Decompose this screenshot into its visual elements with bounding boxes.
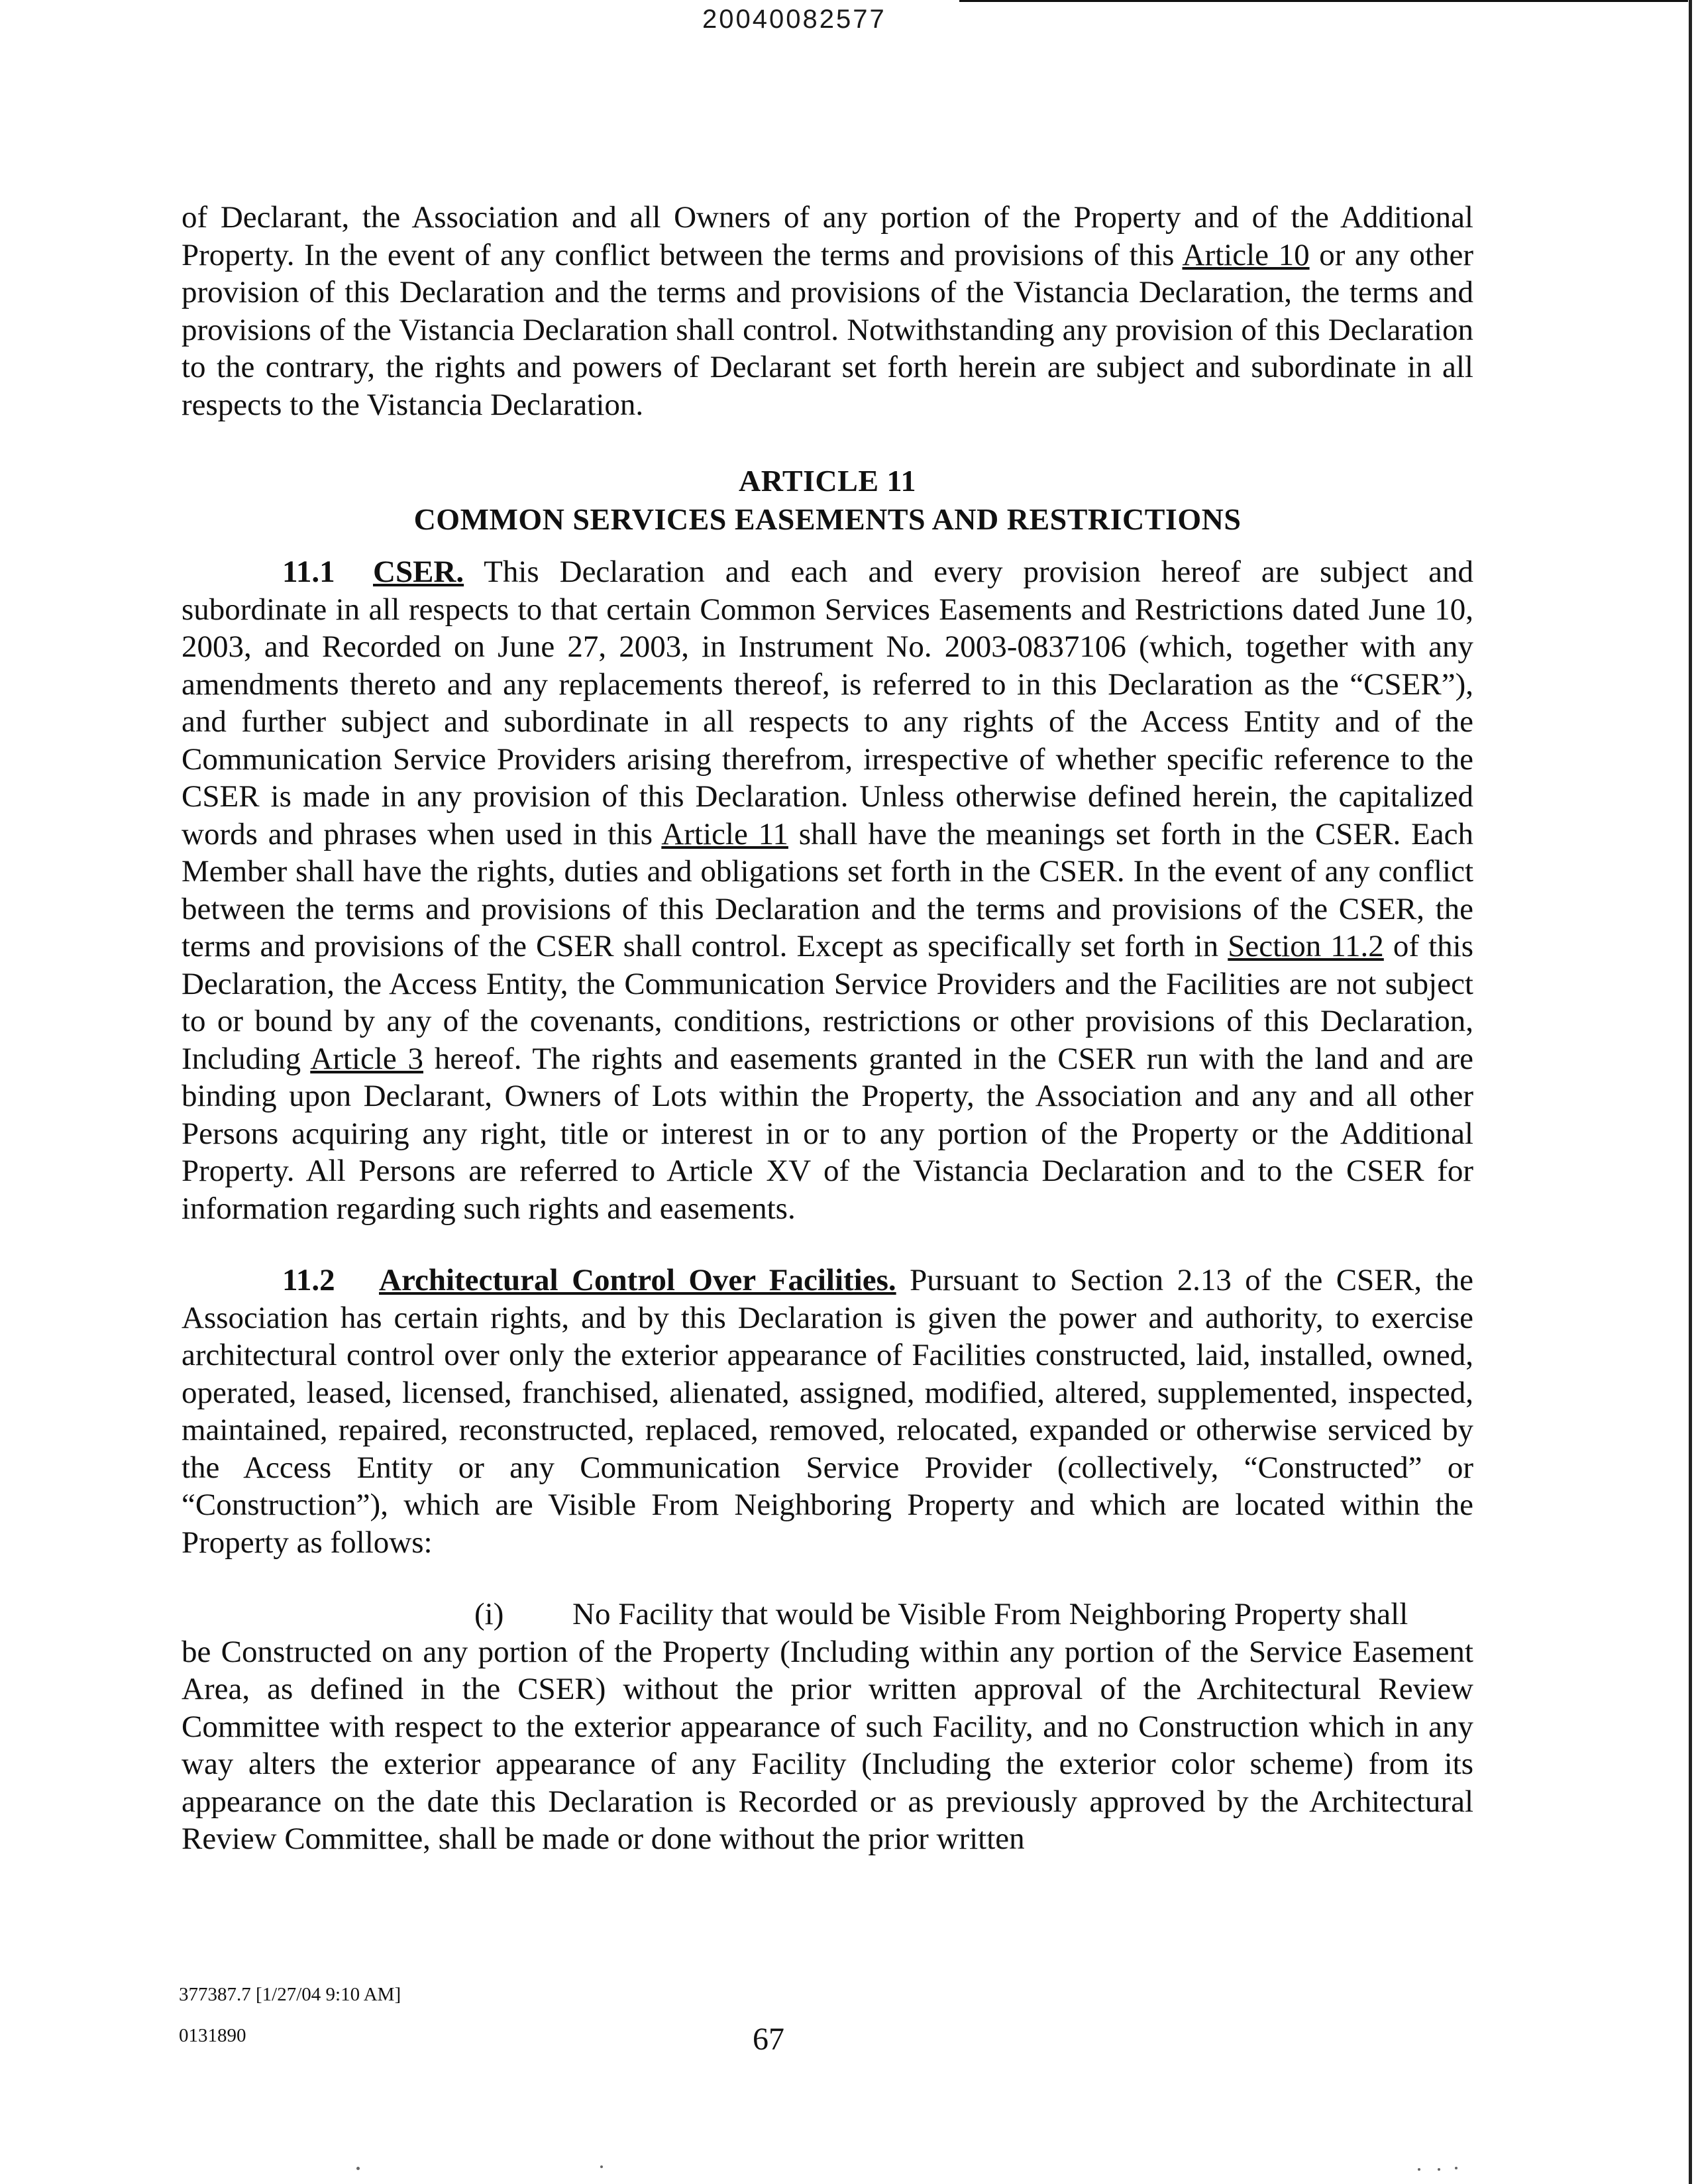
section-11-2-reference: Section 11.2 <box>1228 929 1384 963</box>
scan-speck <box>1455 2167 1458 2169</box>
text-segment: shall have the meanings set forth in the CSER. Each Member shall have the rights, duties and obligations set forth in the CSER. In the event of any conflict between the terms and provisions of this Declaration and the terms and provisions of the CSER, the terms and provisions of the CSER shall control. Except as specifically set forth in <box>182 816 1473 963</box>
scan-speck <box>356 2167 360 2170</box>
article-11-reference: Article 11 <box>661 816 788 851</box>
section-11-2 <box>182 1262 1473 1561</box>
subsection-marker: (i) <box>474 1597 504 1631</box>
text-segment: This Declaration and each and every provision hereof are subject and subordinate in all respects to that certain Common Services Easements and Restrictions dated June 10, 2003, and Recorded on June 27, 2003, in Instrument No. 2003-0837106 (which, together with any amendments thereto and any replacements thereof, is referred to in this Declaration as the “CSER”), and further subject and subordinate in all respects to any rights of the Access Entity and of the Communication Service Providers arising therefrom, irrespective of whether specific reference to the CSER is made in any provision of this Declaration. Unless otherwise defined herein, the capitalized words and phrases when used in this <box>182 555 1473 851</box>
text-segment: Pursuant to Section 2.13 of the CSER, the Association has certain rights, and by this Declaration is given the power and authority, to exercise architectural control over only the exterior appearance of Facilities constructed, laid, installed, owned, operated, leased, licensed, franchised, alienated, assigned, modified, altered, supplemented, inspected, maintained, repaired, reconstructed, replaced, removed, relocated, expanded or otherwise serviced by the Access Entity or any Communication Service Provider (collectively, “Constructed” or “Construction”), which are Visible From Neighboring Property and which are located within the Property as follows: <box>182 1263 1474 1560</box>
text-segment: No Facility that would be Visible From Neighboring Property shall <box>572 1597 1408 1631</box>
article-3-reference: Article 3 <box>310 1041 423 1076</box>
section-11-1 <box>182 553 1473 1227</box>
subsection-i-first-line <box>182 1596 1473 1633</box>
text-segment: of Declarant, the Association and all Owners of any portion of the Property and of the Additional Property. In the event of any conflict between the terms and provisions of this <box>182 200 1473 272</box>
article-title: COMMON SERVICES EASEMENTS AND RESTRICTIONS <box>413 502 1242 536</box>
section-title: Architectural Control Over Facilities. <box>379 1263 896 1297</box>
continuation-paragraph <box>182 199 1473 423</box>
text-segment: of this Declaration, the Access Entity, the Communication Service Providers and the Facilities are not subject to or bound by any of the covenants, conditions, restrictions or other provisions of this Declaration, Including <box>182 929 1474 1076</box>
page-number: 67 <box>753 2022 784 2057</box>
footer-client-number: 0131890 <box>179 2025 246 2046</box>
text-segment: or any other provision of this Declaration and the terms and provisions of the Vistancia Declaration, the terms and provisions of the Vistancia Declaration shall control. Notwithstanding any provision of this Declaration to the contrary, the rights and powers of Declarant set forth herein are subject and subordinate in all respects to the Vistancia Declaration. <box>182 237 1473 422</box>
article-10-reference: Article 10 <box>1182 237 1310 272</box>
top-rule <box>959 0 1688 2</box>
footer-document-id: 377387.7 [1/27/04 9:10 AM] <box>179 1984 401 2005</box>
scan-speck <box>1438 2168 1440 2171</box>
subsection-i-text: be Constructed on any portion of the Property (Including within any portion of the Service Easement Area, as defined in the CSER) without the prior written approval of the Architectural Review Committee with respect to the exterior appearance of such Facility, and no Construction which in any way alters the exterior appearance of any Facility (Including the exterior color scheme) from its appearance on the date this Declaration is Recorded or as previously approved by the Architectural Review Committee, shall be made or done without the prior written <box>182 1634 1473 1856</box>
page-body <box>182 199 1473 1858</box>
section-title: CSER. <box>373 555 464 589</box>
scan-border <box>1689 0 1692 2184</box>
section-number: 11.2 <box>282 1263 335 1297</box>
scan-speck <box>600 2165 603 2168</box>
article-number: ARTICLE 11 <box>739 464 916 498</box>
text-segment: hereof. The rights and easements granted in the CSER run with the land and are binding upon Declarant, Owners of Lots within the Property, the Association and any and all other Persons acquiring any right, title or interest in or to any portion of the Property or the Additional Property. All Persons are referred to Article XV of the Vistancia Declaration and to the CSER for information regarding such rights and easements. <box>182 1041 1474 1226</box>
document-number: 20040082577 <box>702 5 886 34</box>
scan-speck <box>1418 2168 1420 2171</box>
section-number: 11.1 <box>282 555 335 589</box>
